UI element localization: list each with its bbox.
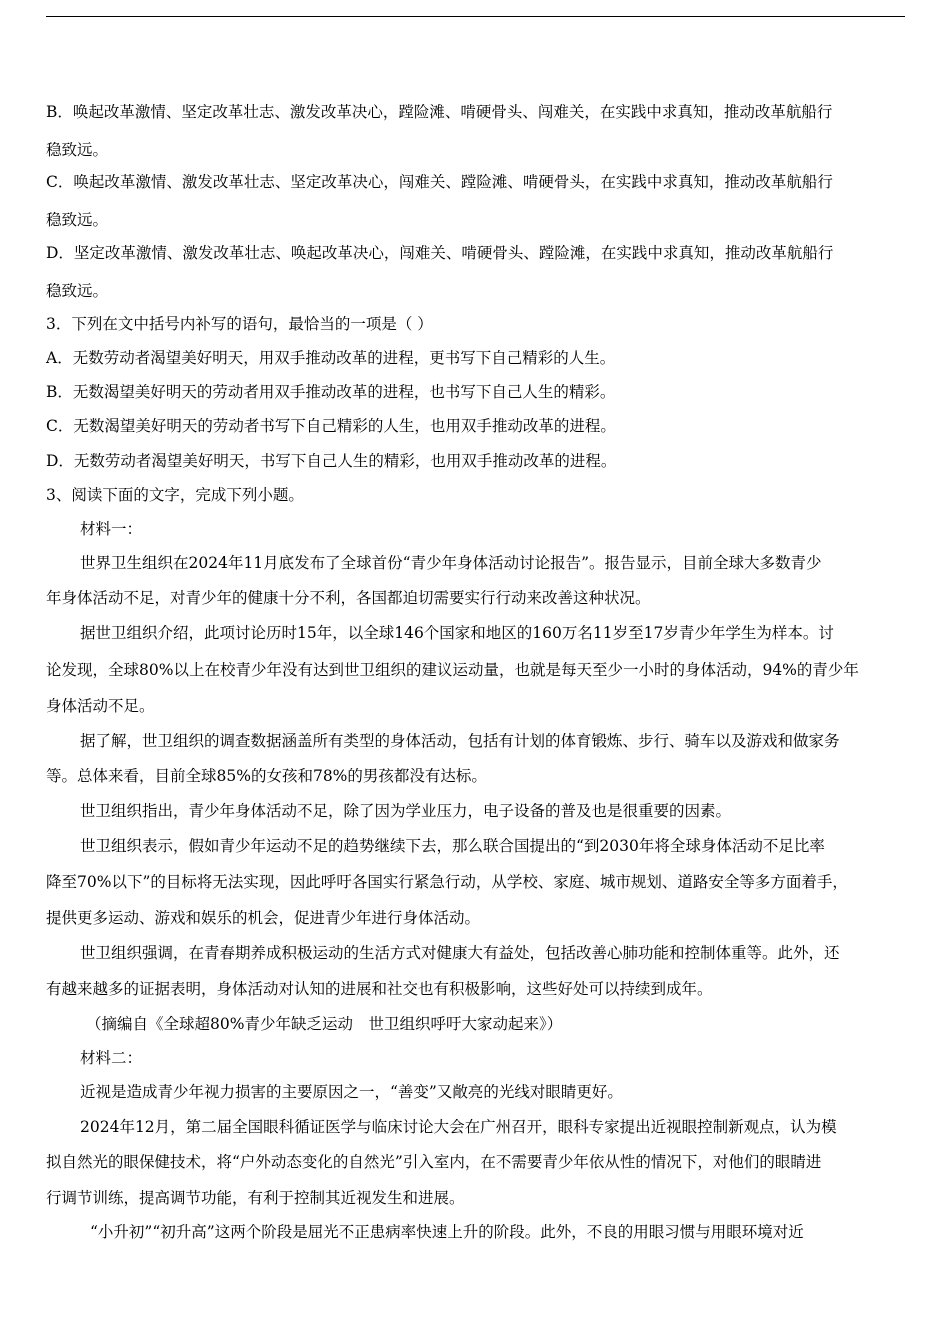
text-line: B．唤起改革激情、坚定改革壮志、激发改革决心，蹚险滩、啃硬骨头、闯难关，在实践中求真知，推动改革航船行 — [46, 103, 833, 121]
text-line: 论发现，全球80%以上在校青少年没有达到世卫组织的建议运动量，也就是每天至少一小时的身体活动，94%的青少年 — [46, 661, 859, 679]
text-line: D．坚定改革激情、激发改革壮志、唤起改革决心，闯难关、啃硬骨头、蹚险滩，在实践中求真知，推动改革航船行 — [46, 244, 834, 262]
text-line: 世界卫生组织在2024年11月底发布了全球首份“青少年身体活动讨论报告”。报告显示，目前全球大多数青少 — [80, 554, 822, 572]
text-line: D．无数劳动者渴望美好明天，书写下自己人生的精彩，也用双手推动改革的进程。 — [46, 452, 617, 470]
text-line: 等。总体来看，目前全球85%的女孩和78%的男孩都没有达标。 — [46, 767, 487, 785]
text-line: 身体活动不足。 — [46, 697, 155, 715]
header-rule — [46, 16, 905, 17]
text-line: C．唤起改革激情、激发改革壮志、坚定改革决心，闯难关、蹚险滩、啃硬骨头，在实践中求真知，推动改革航船行 — [46, 173, 833, 191]
text-line: 年身体活动不足，对青少年的健康十分不利，各国都迫切需要实行行动来改善这种状况。 — [46, 589, 651, 607]
text-line: 2024年12月，第二届全国眼科循证医学与临床讨论大会在广州召开，眼科专家提出近视眼控制新观点，认为模 — [80, 1118, 837, 1136]
text-line: 材料二： — [80, 1049, 143, 1067]
text-line: 据世卫组织介绍，此项讨论历时15年，以全球146个国家和地区的160万名11岁至17岁青少年学生为样本。讨 — [80, 624, 834, 642]
text-line: “小升初”“初升高”这两个阶段是屈光不正患病率快速上升的阶段。此外，不良的用眼习惯与用眼环境对近 — [90, 1223, 804, 1241]
text-line: B．无数渴望美好明天的劳动者用双手推动改革的进程，也书写下自己人生的精彩。 — [46, 383, 616, 401]
text-line: 拟自然光的眼保健技术，将“户外动态变化的自然光”引入室内，在不需要青少年依从性的情况下，对他们的眼睛进 — [46, 1153, 822, 1171]
text-line: 近视是造成青少年视力损害的主要原因之一，“善变”又敞亮的光线对眼睛更好。 — [80, 1083, 623, 1101]
text-line: （摘编自《全球超80%青少年缺乏运动 世卫组织呼吁大家动起来》） — [86, 1015, 563, 1033]
text-line: C．无数渴望美好明天的劳动者书写下自己精彩的人生，也用双手推动改革的进程。 — [46, 417, 616, 435]
text-line: 3、阅读下面的文字，完成下列小题。 — [46, 486, 304, 504]
text-line: A．无数劳动者渴望美好明天，用双手推动改革的进程，更书写下自己精彩的人生。 — [46, 349, 616, 367]
text-line: 稳致远。 — [46, 282, 109, 300]
text-line: 有越来越多的证据表明，身体活动对认知的进展和社交也有积极影响，这些好处可以持续到成年。 — [46, 980, 713, 998]
text-line: 行调节训练，提高调节功能，有利于控制其近视发生和进展。 — [46, 1189, 465, 1207]
text-line: 降至70%以下”的目标将无法实现，因此呼吁各国实行紧急行动，从学校、家庭、城市规划、道路安全等多方面着手， — [46, 873, 848, 891]
text-line: 世卫组织指出，青少年身体活动不足，除了因为学业压力，电子设备的普及也是很重要的因素。 — [80, 802, 732, 820]
text-line: 材料一： — [80, 520, 143, 538]
text-line: 提供更多运动、游戏和娱乐的机会，促进青少年进行身体活动。 — [46, 909, 481, 927]
text-line: 稳致远。 — [46, 141, 109, 159]
text-line: 据了解，世卫组织的调查数据涵盖所有类型的身体活动，包括有计划的体育锻炼、步行、骑车以及游戏和做家务 — [80, 732, 840, 750]
text-line: 3．下列在文中括号内补写的语句，最恰当的一项是（ ） — [46, 315, 433, 333]
text-line: 稳致远。 — [46, 211, 109, 229]
text-line: 世卫组织表示，假如青少年运动不足的趋势继续下去，那么联合国提出的“到2030年将全球身体活动不足比率 — [80, 837, 825, 855]
text-line: 世卫组织强调，在青春期养成积极运动的生活方式对健康大有益处，包括改善心肺功能和控制体重等。此外，还 — [80, 944, 840, 962]
